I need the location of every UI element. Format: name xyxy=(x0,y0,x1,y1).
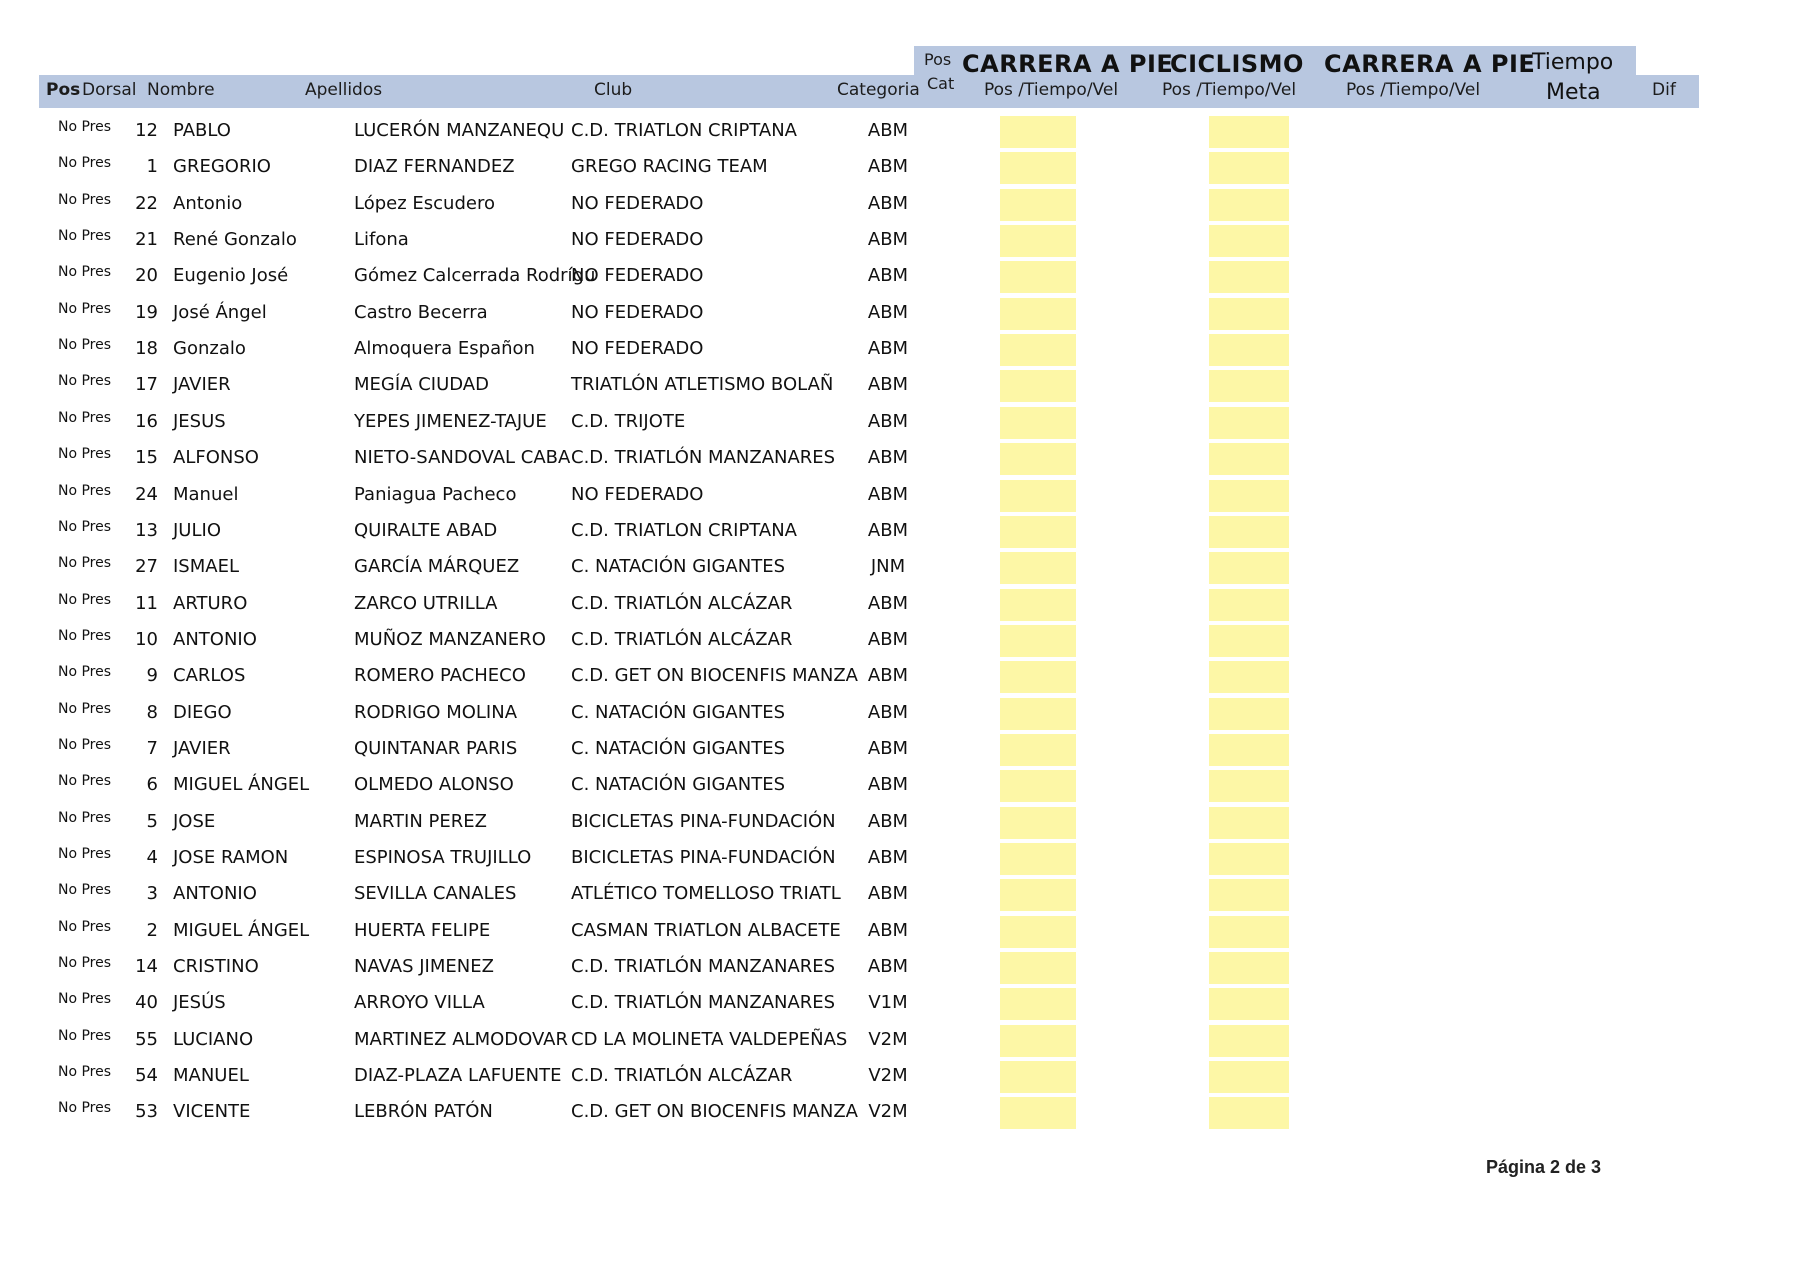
table-row xyxy=(0,913,1800,949)
table-row xyxy=(0,477,1800,513)
cell-apellidos: GARCÍA MÁRQUEZ xyxy=(354,556,520,578)
cell-ciclismo-highlight xyxy=(1209,988,1289,1020)
cell-ciclismo-highlight xyxy=(1209,370,1289,402)
cell-club: C.D. TRIATLON CRIPTANA xyxy=(571,519,797,541)
cell-dorsal: 24 xyxy=(135,483,158,505)
cell-ciclismo-highlight xyxy=(1209,589,1289,621)
cell-apellidos: Castro Becerra xyxy=(354,301,488,323)
table-row xyxy=(0,367,1800,403)
cell-dorsal: 14 xyxy=(135,956,158,978)
cell-dorsal: 40 xyxy=(135,992,158,1014)
cell-dorsal: 6 xyxy=(146,774,158,796)
cell-dorsal: 9 xyxy=(146,665,158,687)
table-row xyxy=(0,258,1800,294)
cell-categoria: ABM xyxy=(867,120,909,141)
cell-dorsal: 10 xyxy=(135,628,158,650)
cell-pos: No Pres xyxy=(58,1027,112,1044)
cell-nombre: Antonio xyxy=(173,192,243,214)
cell-club: C.D. TRIATLÓN ALCÁZAR xyxy=(571,592,793,614)
cell-carrera-1-highlight xyxy=(1000,480,1076,512)
cell-club: C.D. TRIATLON CRIPTANA xyxy=(571,120,797,141)
tiempo-label: Tiempo xyxy=(1532,50,1614,75)
cell-carrera-1-highlight xyxy=(1000,734,1076,766)
cell-club: NO FEDERADO xyxy=(571,229,704,251)
cell-ciclismo-highlight xyxy=(1209,1025,1289,1057)
cell-club: BICICLETAS PINA-FUNDACIÓN xyxy=(571,810,836,832)
table-row xyxy=(0,295,1800,331)
cell-categoria: ABM xyxy=(867,265,909,287)
cell-nombre: MIGUEL ÁNGEL xyxy=(173,774,310,796)
cell-ciclismo-highlight xyxy=(1209,770,1289,802)
cell-apellidos: Paniagua Pacheco xyxy=(354,483,517,505)
cell-nombre: Gonzalo xyxy=(173,338,246,360)
cell-pos: No Pres xyxy=(58,155,112,172)
cell-categoria: V2M xyxy=(868,1065,908,1087)
table-row xyxy=(0,767,1800,803)
table-row xyxy=(0,731,1800,767)
cell-carrera-1-highlight xyxy=(1000,443,1076,475)
cell-carrera-1-highlight xyxy=(1000,298,1076,330)
table-row xyxy=(0,513,1800,549)
cell-pos: No Pres xyxy=(58,882,112,899)
cell-categoria: ABM xyxy=(867,956,909,978)
cell-categoria: ABM xyxy=(867,628,909,650)
cell-club: TRIATLÓN ATLETISMO BOLAÑ xyxy=(571,374,834,396)
cell-carrera-1-highlight xyxy=(1000,225,1076,257)
cell-dorsal: 3 xyxy=(146,883,158,905)
cell-carrera-1-highlight xyxy=(1000,261,1076,293)
table-row xyxy=(0,186,1800,222)
cell-pos: No Pres xyxy=(58,119,112,135)
cell-categoria: ABM xyxy=(867,410,909,432)
cell-dorsal: 1 xyxy=(146,156,158,178)
cell-ciclismo-highlight xyxy=(1209,625,1289,657)
table-row xyxy=(0,331,1800,367)
cell-ciclismo-highlight xyxy=(1209,1097,1289,1129)
table-row xyxy=(0,695,1800,731)
section-carrera-2: CARRERA A PIE xyxy=(1324,50,1536,78)
cell-apellidos: ARROYO VILLA xyxy=(354,992,485,1014)
table-row xyxy=(0,1094,1800,1130)
cell-pos: No Pres xyxy=(58,518,112,535)
col-sub-carrera-2: Pos /Tiempo/Vel xyxy=(1346,80,1481,100)
cell-carrera-1-highlight xyxy=(1000,152,1076,184)
cell-apellidos: Gómez Calcerrada Rodrígu xyxy=(354,265,596,287)
cell-apellidos: ZARCO UTRILLA xyxy=(354,592,498,614)
cell-ciclismo-highlight xyxy=(1209,879,1289,911)
cell-categoria: ABM xyxy=(867,847,909,868)
cell-dorsal: 19 xyxy=(135,301,158,323)
cell-nombre: JULIO xyxy=(173,519,221,541)
cell-nombre: Manuel xyxy=(173,483,239,505)
cell-nombre: LUCIANO xyxy=(173,1028,254,1050)
cell-pos: No Pres xyxy=(58,337,112,354)
cell-ciclismo-highlight xyxy=(1209,734,1289,766)
cell-ciclismo-highlight xyxy=(1209,1061,1289,1093)
section-ciclismo: CICLISMO xyxy=(1170,50,1304,78)
cell-club: C.D. TRIATLÓN ALCÁZAR xyxy=(571,1065,793,1087)
cell-apellidos: NAVAS JIMENEZ xyxy=(354,956,494,978)
cell-ciclismo-highlight xyxy=(1209,225,1289,257)
meta-label: Meta xyxy=(1546,80,1601,105)
cell-categoria: ABM xyxy=(867,374,909,396)
cell-club: NO FEDERADO xyxy=(571,192,704,214)
cell-ciclismo-highlight xyxy=(1209,116,1289,148)
cell-carrera-1-highlight xyxy=(1000,952,1076,984)
cell-carrera-1-highlight xyxy=(1000,770,1076,802)
cell-categoria: JNM xyxy=(870,556,906,578)
cell-apellidos: MARTIN PEREZ xyxy=(354,810,487,832)
cell-dorsal: 22 xyxy=(135,192,158,214)
cell-categoria: ABM xyxy=(867,774,909,796)
cell-carrera-1-highlight xyxy=(1000,988,1076,1020)
cell-pos: No Pres xyxy=(58,809,112,826)
cell-nombre: DIEGO xyxy=(173,701,232,723)
cell-apellidos: QUIRALTE ABAD xyxy=(354,519,498,541)
cell-ciclismo-highlight xyxy=(1209,334,1289,366)
cell-club: NO FEDERADO xyxy=(571,301,704,323)
cell-club: CD LA MOLINETA VALDEPEÑAS xyxy=(571,1028,848,1050)
table-row xyxy=(0,440,1800,476)
cell-pos: No Pres xyxy=(58,664,112,681)
cell-categoria: ABM xyxy=(867,919,909,941)
table-row xyxy=(0,404,1800,440)
cell-dorsal: 18 xyxy=(135,338,158,360)
cell-categoria: ABM xyxy=(867,192,909,214)
cell-club: GREGO RACING TEAM xyxy=(571,156,768,178)
cell-nombre: CRISTINO xyxy=(173,956,259,978)
cell-apellidos: OLMEDO ALONSO xyxy=(354,774,514,796)
cell-pos: No Pres xyxy=(58,991,112,1008)
cell-dorsal: 4 xyxy=(146,847,158,868)
cell-dorsal: 8 xyxy=(146,701,158,723)
cell-club: C. NATACIÓN GIGANTES xyxy=(571,556,785,578)
cell-carrera-1-highlight xyxy=(1000,407,1076,439)
cell-club: C.D. GET ON BIOCENFIS MANZA xyxy=(571,665,858,687)
table-row xyxy=(0,658,1800,694)
cell-carrera-1-highlight xyxy=(1000,879,1076,911)
cell-carrera-1-highlight xyxy=(1000,516,1076,548)
cell-categoria: ABM xyxy=(867,483,909,505)
cell-pos: No Pres xyxy=(58,482,112,499)
cell-apellidos: SEVILLA CANALES xyxy=(354,883,517,905)
cell-dorsal: 21 xyxy=(135,229,158,251)
cell-nombre: MIGUEL ÁNGEL xyxy=(173,919,310,941)
cell-carrera-1-highlight xyxy=(1000,916,1076,948)
cell-club: NO FEDERADO xyxy=(571,338,704,360)
cell-pos: No Pres xyxy=(58,773,112,790)
cell-categoria: ABM xyxy=(867,737,909,759)
cell-club: C. NATACIÓN GIGANTES xyxy=(571,774,785,796)
cell-ciclismo-highlight xyxy=(1209,661,1289,693)
cell-nombre: ARTURO xyxy=(173,592,248,614)
cell-dorsal: 5 xyxy=(146,810,158,832)
cell-ciclismo-highlight xyxy=(1209,261,1289,293)
section-carrera-1: CARRERA A PIE xyxy=(962,50,1174,78)
cell-carrera-1-highlight xyxy=(1000,116,1076,148)
cell-nombre: JESÚS xyxy=(173,992,226,1014)
cell-club: NO FEDERADO xyxy=(571,265,704,287)
cell-dorsal: 55 xyxy=(135,1028,158,1050)
cell-apellidos: MARTINEZ ALMODOVAR xyxy=(354,1028,568,1050)
cell-apellidos: ROMERO PACHECO xyxy=(354,665,526,687)
cell-apellidos: DIAZ FERNANDEZ xyxy=(354,156,515,178)
cell-nombre: JOSE xyxy=(173,810,216,832)
cell-ciclismo-highlight xyxy=(1209,480,1289,512)
col-nombre: Nombre xyxy=(147,80,215,100)
pos-cat-top-label: Pos xyxy=(924,50,952,69)
cell-dorsal: 54 xyxy=(135,1065,158,1087)
cell-club: C.D. GET ON BIOCENFIS MANZA xyxy=(571,1101,858,1123)
cell-carrera-1-highlight xyxy=(1000,1025,1076,1057)
cell-dorsal: 2 xyxy=(146,919,158,941)
cell-nombre: JESUS xyxy=(173,410,226,432)
table-row xyxy=(0,549,1800,585)
cell-dorsal: 12 xyxy=(135,120,158,141)
cell-apellidos: Lifona xyxy=(354,229,409,251)
cell-dorsal: 13 xyxy=(135,519,158,541)
cell-apellidos: ESPINOSA TRUJILLO xyxy=(354,847,532,868)
cell-pos: No Pres xyxy=(58,228,112,245)
cell-pos: No Pres xyxy=(58,591,112,608)
table-row xyxy=(0,1058,1800,1094)
cell-categoria: ABM xyxy=(867,665,909,687)
cell-pos: No Pres xyxy=(58,373,112,390)
table-row xyxy=(0,149,1800,185)
cell-carrera-1-highlight xyxy=(1000,807,1076,839)
cell-apellidos: LUCERÓN MANZANEQU xyxy=(354,120,565,141)
cell-carrera-1-highlight xyxy=(1000,334,1076,366)
cell-dorsal: 17 xyxy=(135,374,158,396)
cell-categoria: ABM xyxy=(867,338,909,360)
cell-nombre: MANUEL xyxy=(173,1065,249,1087)
cell-categoria: V2M xyxy=(868,1028,908,1050)
cell-pos: No Pres xyxy=(58,191,112,208)
cell-pos: No Pres xyxy=(58,1100,112,1117)
cell-pos: No Pres xyxy=(58,446,112,463)
cell-ciclismo-highlight xyxy=(1209,843,1289,875)
cell-categoria: ABM xyxy=(867,592,909,614)
cell-pos: No Pres xyxy=(58,300,112,317)
cell-carrera-1-highlight xyxy=(1000,1061,1076,1093)
cell-nombre: ANTONIO xyxy=(173,628,257,650)
cell-carrera-1-highlight xyxy=(1000,698,1076,730)
cell-categoria: V2M xyxy=(868,1101,908,1123)
cell-apellidos: QUINTANAR PARIS xyxy=(354,737,518,759)
cell-dorsal: 7 xyxy=(146,737,158,759)
cell-apellidos: MEGÍA CIUDAD xyxy=(354,374,489,396)
cell-ciclismo-highlight xyxy=(1209,698,1289,730)
cell-ciclismo-highlight xyxy=(1209,516,1289,548)
cell-categoria: ABM xyxy=(867,701,909,723)
cell-nombre: ISMAEL xyxy=(173,556,239,578)
cell-apellidos: López Escudero xyxy=(354,192,495,214)
cell-carrera-1-highlight xyxy=(1000,625,1076,657)
cell-apellidos: LEBRÓN PATÓN xyxy=(354,1101,493,1123)
cell-nombre: Eugenio José xyxy=(173,265,289,287)
cell-club: ATLÉTICO TOMELLOSO TRIATL xyxy=(571,883,841,905)
cell-ciclismo-highlight xyxy=(1209,189,1289,221)
cell-nombre: CARLOS xyxy=(173,665,246,687)
cell-ciclismo-highlight xyxy=(1209,298,1289,330)
pos-cat-bottom-label: Cat xyxy=(927,74,955,93)
cell-apellidos: NIETO-SANDOVAL CABA xyxy=(354,447,571,469)
table-row xyxy=(0,586,1800,622)
cell-carrera-1-highlight xyxy=(1000,552,1076,584)
cell-nombre: José Ángel xyxy=(173,301,267,323)
cell-pos: No Pres xyxy=(58,409,112,426)
cell-dorsal: 15 xyxy=(135,447,158,469)
cell-apellidos: HUERTA FELIPE xyxy=(354,919,491,941)
cell-apellidos: RODRIGO MOLINA xyxy=(354,701,518,723)
cell-ciclismo-highlight xyxy=(1209,916,1289,948)
table-row xyxy=(0,804,1800,840)
col-sub-ciclismo: Pos /Tiempo/Vel xyxy=(1162,80,1297,100)
cell-nombre: ANTONIO xyxy=(173,883,257,905)
cell-dorsal: 16 xyxy=(135,410,158,432)
cell-nombre: ALFONSO xyxy=(173,447,259,469)
cell-dorsal: 20 xyxy=(135,265,158,287)
cell-nombre: JAVIER xyxy=(173,737,231,759)
cell-carrera-1-highlight xyxy=(1000,843,1076,875)
cell-nombre: GREGORIO xyxy=(173,156,271,178)
cell-club: BICICLETAS PINA-FUNDACIÓN xyxy=(571,847,836,868)
table-row xyxy=(0,840,1800,876)
cell-nombre: JOSE RAMON xyxy=(173,847,289,868)
cell-pos: No Pres xyxy=(58,627,112,644)
cell-ciclismo-highlight xyxy=(1209,152,1289,184)
cell-ciclismo-highlight xyxy=(1209,952,1289,984)
col-apellidos: Apellidos xyxy=(305,80,383,100)
table-row xyxy=(0,949,1800,985)
cell-pos: No Pres xyxy=(58,846,112,862)
table-row xyxy=(0,113,1800,149)
cell-club: C.D. TRIATLÓN ALCÁZAR xyxy=(571,628,793,650)
cell-ciclismo-highlight xyxy=(1209,807,1289,839)
cell-nombre: JAVIER xyxy=(173,374,231,396)
cell-categoria: ABM xyxy=(867,229,909,251)
cell-categoria: ABM xyxy=(867,810,909,832)
cell-pos: No Pres xyxy=(58,736,112,753)
cell-categoria: ABM xyxy=(867,156,909,178)
cell-pos: No Pres xyxy=(58,955,112,972)
cell-nombre: René Gonzalo xyxy=(173,229,297,251)
cell-club: C. NATACIÓN GIGANTES xyxy=(571,737,785,759)
cell-carrera-1-highlight xyxy=(1000,589,1076,621)
cell-carrera-1-highlight xyxy=(1000,661,1076,693)
cell-categoria: ABM xyxy=(867,447,909,469)
cell-dorsal: 53 xyxy=(135,1101,158,1123)
cell-pos: No Pres xyxy=(58,918,112,935)
cell-dorsal: 27 xyxy=(135,556,158,578)
cell-pos: No Pres xyxy=(58,555,112,572)
table-row xyxy=(0,622,1800,658)
cell-categoria: ABM xyxy=(867,519,909,541)
cell-carrera-1-highlight xyxy=(1000,370,1076,402)
cell-club: C.D. TRIJOTE xyxy=(571,410,686,432)
cell-club: C.D. TRIATLÓN MANZANARES xyxy=(571,992,836,1014)
cell-nombre: VICENTE xyxy=(173,1101,251,1123)
cell-club: CASMAN TRIATLON ALBACETE xyxy=(571,919,841,941)
cell-carrera-1-highlight xyxy=(1000,1097,1076,1129)
cell-apellidos: Almoquera Españon xyxy=(354,338,535,360)
cell-club: NO FEDERADO xyxy=(571,483,704,505)
col-dorsal: Dorsal xyxy=(82,80,137,100)
cell-categoria: V1M xyxy=(868,992,908,1014)
cell-pos: No Pres xyxy=(58,1064,112,1081)
cell-carrera-1-highlight xyxy=(1000,189,1076,221)
cell-ciclismo-highlight xyxy=(1209,552,1289,584)
cell-categoria: ABM xyxy=(867,883,909,905)
cell-dorsal: 11 xyxy=(135,592,158,614)
table-row xyxy=(0,222,1800,258)
cell-apellidos: DIAZ-PLAZA LAFUENTE xyxy=(354,1065,562,1087)
cell-apellidos: MUÑOZ MANZANERO xyxy=(354,628,546,650)
col-club: Club xyxy=(594,80,633,100)
cell-pos: No Pres xyxy=(58,264,112,281)
cell-ciclismo-highlight xyxy=(1209,443,1289,475)
table-row xyxy=(0,1022,1800,1058)
col-categoria: Categoria xyxy=(837,80,920,100)
cell-pos: No Pres xyxy=(58,700,112,717)
cell-ciclismo-highlight xyxy=(1209,407,1289,439)
cell-club: C.D. TRIATLÓN MANZANARES xyxy=(571,447,836,469)
col-sub-carrera-1: Pos /Tiempo/Vel xyxy=(984,80,1119,100)
col-pos: Pos xyxy=(46,80,81,100)
page-number: Página 2 de 3 xyxy=(1486,1157,1602,1177)
cell-categoria: ABM xyxy=(867,301,909,323)
col-dif: Dif xyxy=(1652,80,1676,100)
cell-club: C.D. TRIATLÓN MANZANARES xyxy=(571,956,836,978)
cell-apellidos: YEPES JIMENEZ-TAJUE xyxy=(354,410,547,432)
table-row xyxy=(0,985,1800,1021)
cell-club: C. NATACIÓN GIGANTES xyxy=(571,701,785,723)
table-row xyxy=(0,876,1800,912)
cell-nombre: PABLO xyxy=(173,120,231,141)
